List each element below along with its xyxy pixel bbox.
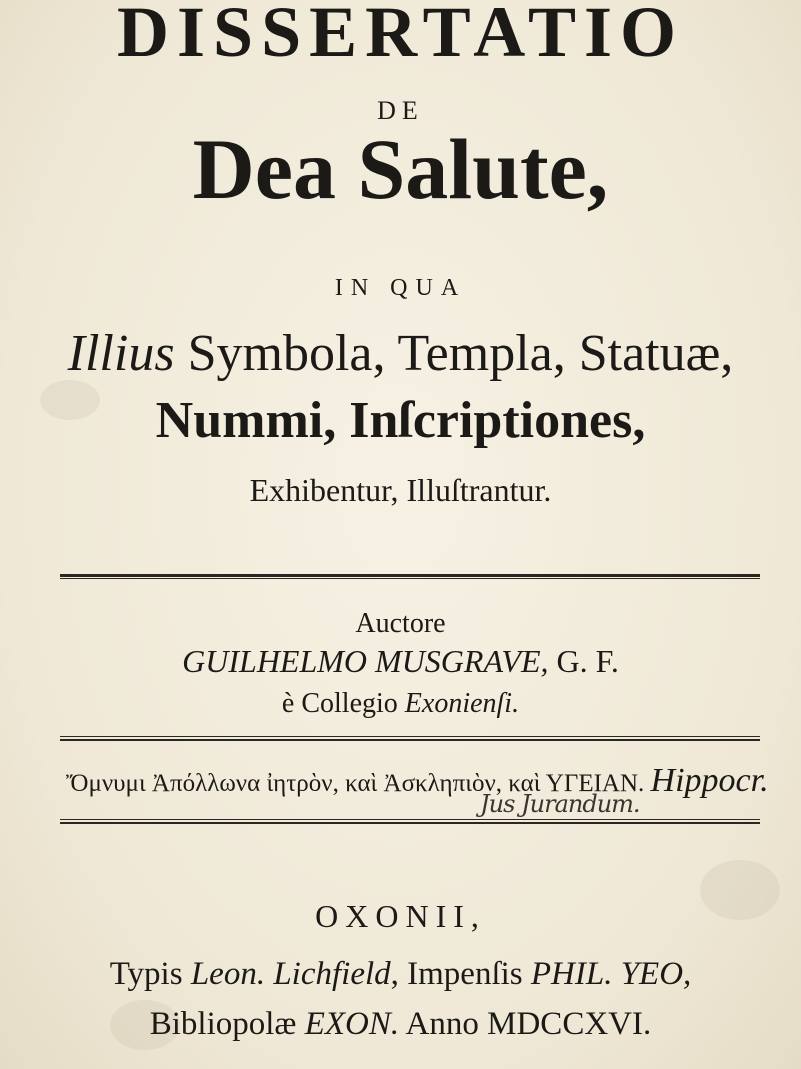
imprint-publisher: PHIL. YEO, xyxy=(530,956,692,992)
imprint-impensis: , Impenſis xyxy=(390,956,531,992)
imprint-printer: Leon. Lichfield xyxy=(190,956,391,992)
college-prefix: è Collegio xyxy=(281,688,405,719)
motto-text: Ὄμνυμι Ἀπόλλωνα ἰητρὸν, καὶ Ἀσκληπιὸν, καὶ ΥΓΕΙΑΝ. xyxy=(66,770,651,797)
imprint-line-1 xyxy=(0,958,801,991)
rule-top xyxy=(60,574,760,577)
imprint-typis: Typis xyxy=(109,956,191,992)
imprint-city: EXON. xyxy=(304,1006,400,1042)
description-line-1 xyxy=(0,325,801,382)
rule-lower xyxy=(60,822,760,824)
author-by: Auctore xyxy=(355,608,446,639)
author-name-line xyxy=(0,645,801,677)
imprint-place: OXONII, xyxy=(315,898,486,934)
description-line-2: Nummi, Inſcriptiones, xyxy=(155,392,646,449)
main-title: DISSERTATIO xyxy=(117,0,684,72)
imprint-line-2 xyxy=(0,1008,801,1041)
motto-source: Hippocr. xyxy=(650,762,769,799)
rule-top-thin xyxy=(60,578,760,579)
imprint-year: Anno MDCCXVI. xyxy=(399,1006,652,1042)
handwritten-annotation: Jus Jurandum. xyxy=(480,790,640,818)
imprint-bibliopola: Bibliopolæ xyxy=(149,1006,305,1042)
title-in-qua: IN QUA xyxy=(334,275,467,301)
rule-middle-thin xyxy=(60,736,760,737)
description-line-1-italic: Illius xyxy=(67,325,175,382)
greek-motto xyxy=(66,762,769,799)
author-college xyxy=(0,690,801,718)
author-name: GUILHELMO MUSGRAVE, xyxy=(182,643,549,679)
college-name: Exonienſi. xyxy=(404,688,520,719)
author-degree: G. F. xyxy=(548,643,619,679)
rule-middle xyxy=(60,739,760,741)
rule-lower-thin xyxy=(60,819,760,820)
description-line-1-rest: Symbola, Templa, Statuæ, xyxy=(174,325,734,382)
title-de: DE xyxy=(377,96,424,125)
title-subject: Dea Salute, xyxy=(192,121,609,217)
description-line-3: Exhibentur, Illuſtrantur. xyxy=(249,472,552,508)
